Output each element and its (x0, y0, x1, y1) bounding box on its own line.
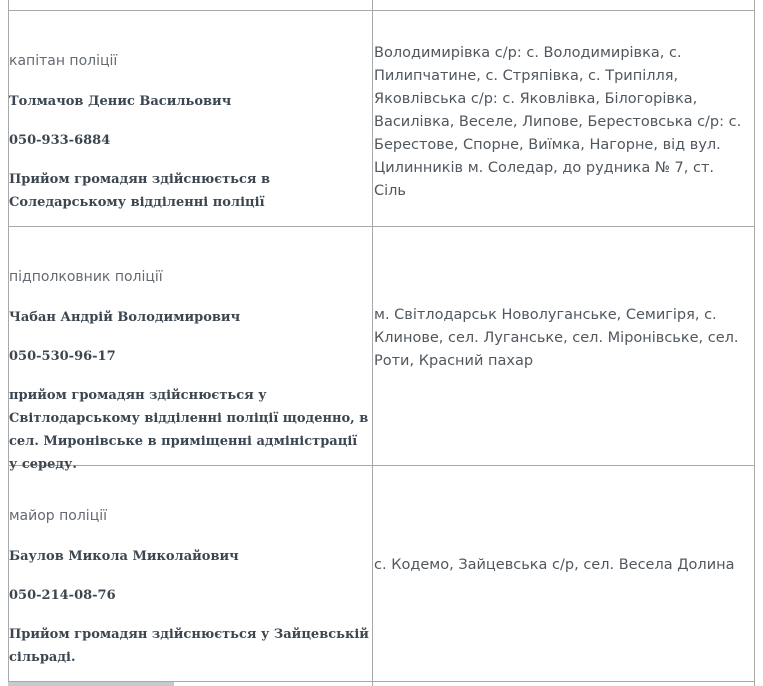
officer-name: Чабан Андрій Володимирович (9, 310, 241, 325)
officer-name: Баулов Микола Миколайович (9, 549, 239, 564)
service-area-text: с. Кодемо, Зайцевська с/р, сел. Весела Долина (374, 557, 735, 573)
officer-phone: 050-933-6884 (9, 133, 111, 148)
service-area-cell (374, 42, 746, 203)
officer-rank: капітан поліції (9, 53, 118, 69)
officer-rank: майор поліції (9, 508, 108, 524)
row-divider (8, 226, 754, 227)
reception-info: Прийом громадян здійснюється в Соледарському відділенні поліції (9, 172, 271, 210)
officer-phone: 050-214-08-76 (9, 588, 116, 603)
officer-phone: 050-530-96-17 (9, 349, 116, 364)
service-area-cell (374, 554, 746, 577)
scrollbar-thumb[interactable] (8, 682, 174, 686)
reception-info: прийом громадян здійснюється у Світлодарському відділенні поліції щоденно, в сел. Миронівське в приміщенні адміністрації у середу. (9, 388, 369, 472)
table-row (9, 267, 369, 476)
service-area-text: м. Світлодарськ Новолуганське, Семигіря, с. Клинове, сел. Луганське, сел. Міронівське, сел. Роти, Красний пахар (374, 307, 739, 369)
officer-name: Толмачов Денис Васильович (9, 94, 232, 109)
table-border-middle (372, 0, 373, 686)
table-row (9, 506, 369, 669)
row-divider (8, 10, 754, 11)
service-area-text: Володимирівка с/р: с. Володимирівка, с. Пилипчатине, с. Стряпівка, с. Трипілля, Яковлівська с/р: с. Яковлівка, Білогорівка, Василівка, Веселе, Липове, Берестовська с/р: с. Берестове, Спорне, Виїмка, Нагорне, від вул. Цилинників м. Соледар, до рудника № 7, ст. Сіль (374, 45, 742, 199)
officer-rank: підполковник поліції (9, 269, 163, 285)
table-row (9, 51, 369, 214)
reception-info: Прийом громадян здійснюється у Зайцевській сільраді. (9, 627, 369, 665)
service-area-cell (374, 304, 746, 373)
table-border-right (754, 0, 755, 686)
